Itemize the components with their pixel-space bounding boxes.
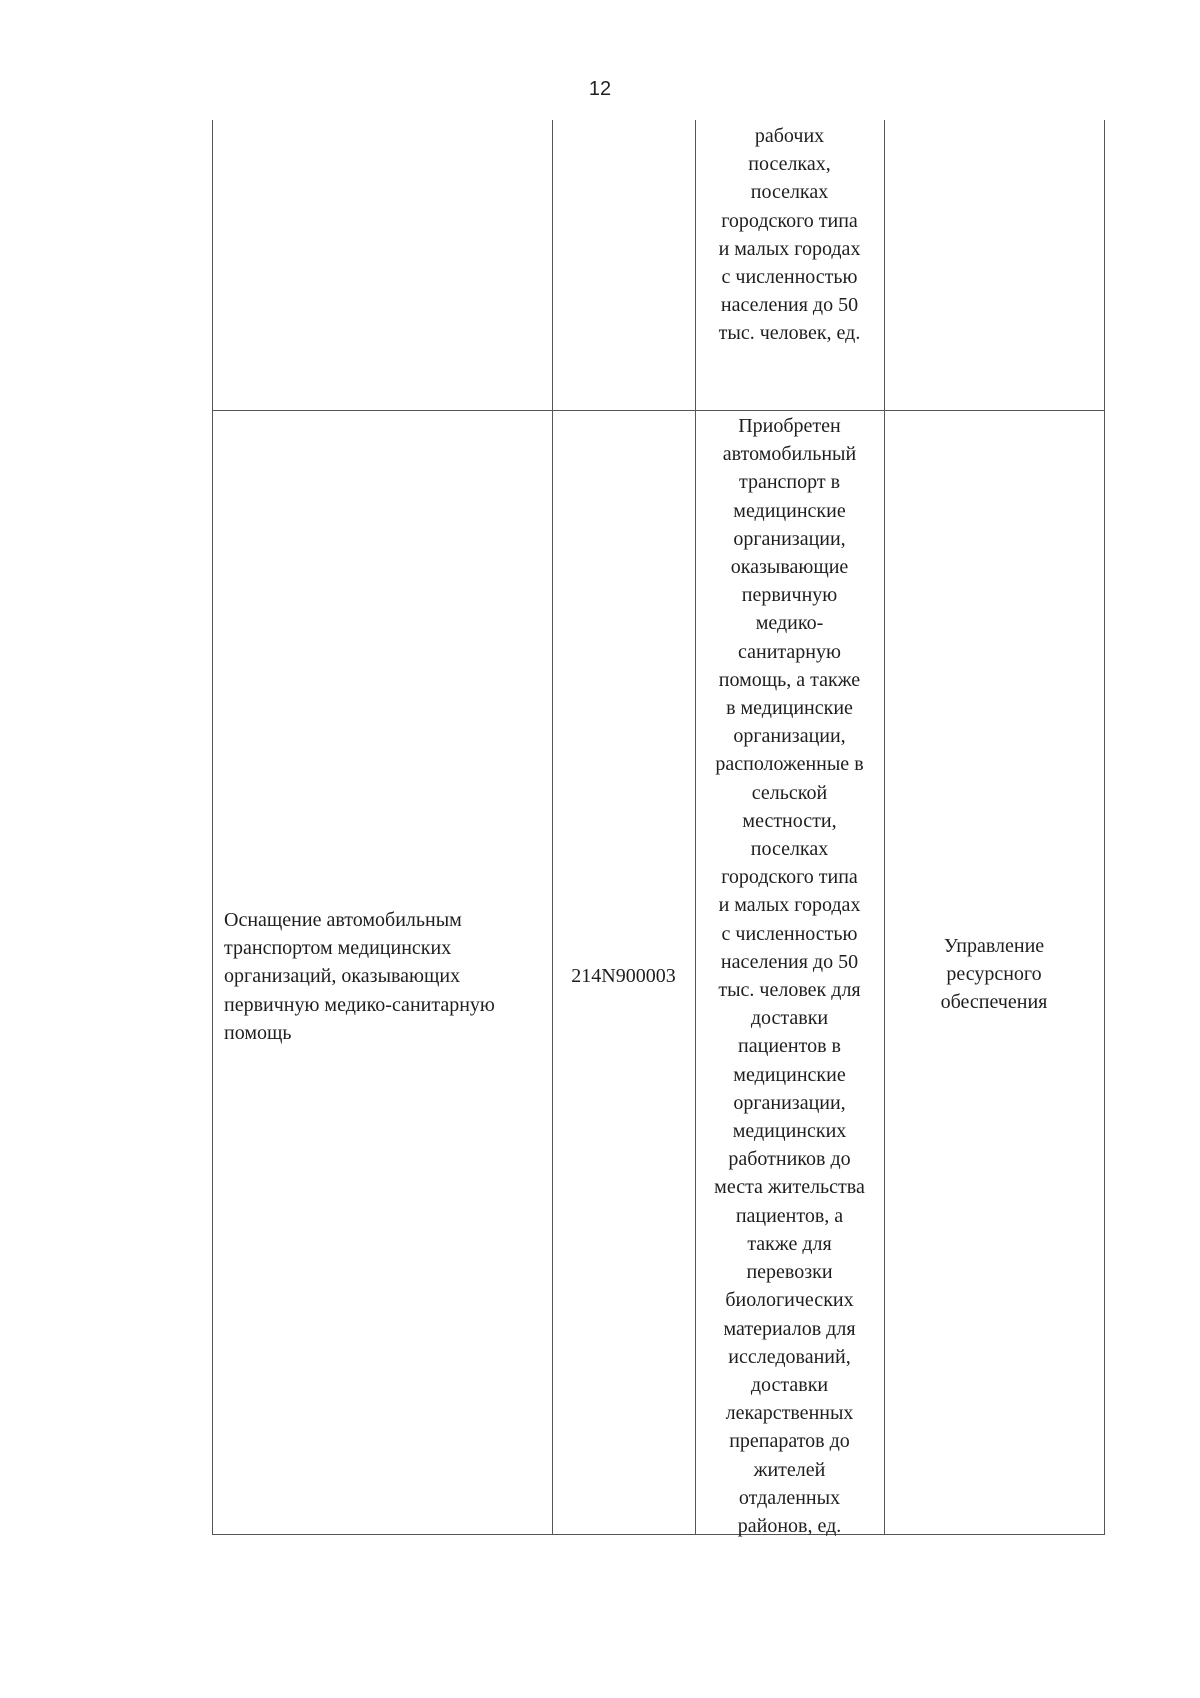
row-2-indicator-line: места жительства xyxy=(714,1176,865,1199)
row-2-indicator-line: сельской xyxy=(751,781,828,804)
row-1-indicator-line: и малых городах xyxy=(718,237,861,260)
row-2-indicator-line: Приобретен xyxy=(738,415,841,437)
row-2-indicator-line: транспорт в xyxy=(738,471,841,494)
row-2-indicator-line: и малых городах xyxy=(718,894,861,917)
row-2-indicator-line: местности, xyxy=(742,809,837,832)
table-border-col-1 xyxy=(552,120,553,1535)
row-1-indicator-line: рабочих xyxy=(754,125,825,147)
page-number: 12 xyxy=(588,78,612,100)
row-2-indicator-line: районов, ед. xyxy=(737,1514,842,1537)
row-1-indicator-line: тыс. человек, ед. xyxy=(718,322,861,345)
table-border-left xyxy=(212,120,213,1535)
row-2-indicator-line: пациентов, а xyxy=(735,1204,844,1227)
row-2-indicator-line: оказывающие xyxy=(730,556,849,579)
row-2-indicator-line: городского типа xyxy=(721,866,858,889)
row-2-indicator-line: санитарную xyxy=(738,640,841,663)
row-2-responsible-line: ресурсного xyxy=(946,963,1042,986)
row-2-code-cell xyxy=(552,962,695,990)
row-2-name-line: помощь xyxy=(224,1021,292,1044)
row-2-indicator-line: медицинские xyxy=(733,499,846,522)
row-2-indicator-line: работников до xyxy=(728,1148,851,1171)
row-2-indicator-line: поселках xyxy=(750,838,829,861)
row-2-name-line: транспортом медицинских xyxy=(224,937,452,960)
row-2-indicator-line: в медицинские xyxy=(726,697,853,720)
row-2-indicator-line: автомобильный xyxy=(722,443,857,466)
row-2-indicator-line: медицинские xyxy=(733,1063,846,1086)
row-2-name-cell xyxy=(224,906,550,1047)
table-border-col-3 xyxy=(884,120,885,1535)
row-2-indicator-line: доставки xyxy=(750,1373,829,1396)
row-2-indicator-line: жителей xyxy=(753,1458,826,1481)
table-border-bottom xyxy=(212,1534,1105,1535)
row-2-indicator-line: материалов для xyxy=(723,1317,856,1340)
row-2-indicator-line: перевозки xyxy=(746,1261,833,1284)
row-2-indicator-cell xyxy=(695,412,884,1540)
row-2-name-line: Оснащение автомобильным xyxy=(224,909,462,931)
row-2-indicator-line: биологических xyxy=(725,1289,854,1312)
row-2-indicator-line: с численностью xyxy=(721,922,858,945)
row-2-responsible-line: Управление xyxy=(943,935,1045,957)
row-2-indicator-line: медицинских xyxy=(732,1120,847,1143)
row-1-indicator-line: с численностью xyxy=(721,266,858,289)
row-2-indicator-line: исследований, xyxy=(728,1345,851,1368)
row-2-indicator-line: расположенные в xyxy=(715,753,864,776)
row-2-indicator-line: организации, xyxy=(733,1091,846,1114)
row-2-indicator-line: помощь, а также xyxy=(718,668,861,691)
row-2-code: 214N900003 xyxy=(571,965,676,987)
row-1-indicator-cell xyxy=(695,122,884,348)
row-2-indicator-line: также для xyxy=(747,1232,832,1255)
row-1-indicator-line: населения до 50 xyxy=(720,294,859,317)
row-2-indicator-line: пациентов в xyxy=(738,1035,841,1058)
table-border-right xyxy=(1104,120,1105,1535)
row-2-indicator-line: медико- xyxy=(755,612,824,635)
document-table xyxy=(212,120,1105,1535)
table-row-divider xyxy=(212,410,1105,411)
row-2-responsible-line: обеспечения xyxy=(940,991,1048,1014)
row-2-indicator-line: препаратов до xyxy=(729,1430,850,1453)
row-2-indicator-line: отдаленных xyxy=(738,1486,841,1509)
row-1-indicator-line: поселках, xyxy=(748,153,831,176)
row-1-indicator-line: поселках xyxy=(750,181,829,204)
row-2-name-line: организаций, оказывающих xyxy=(224,965,461,988)
row-2-indicator-line: тыс. человек для xyxy=(718,979,861,1002)
row-2-name-line: первичную медико-санитарную xyxy=(224,993,495,1016)
row-2-indicator-line: доставки xyxy=(750,1007,829,1030)
row-2-indicator-line: лекарственных xyxy=(725,1402,854,1425)
row-2-indicator-line: населения до 50 xyxy=(720,950,859,973)
row-2-indicator-line: организации, xyxy=(733,527,846,550)
row-2-indicator-line: организации, xyxy=(733,725,846,748)
row-2-responsible-cell xyxy=(884,932,1104,1017)
row-1-indicator-line: городского типа xyxy=(721,209,858,232)
row-2-indicator-line: первичную xyxy=(741,584,838,607)
